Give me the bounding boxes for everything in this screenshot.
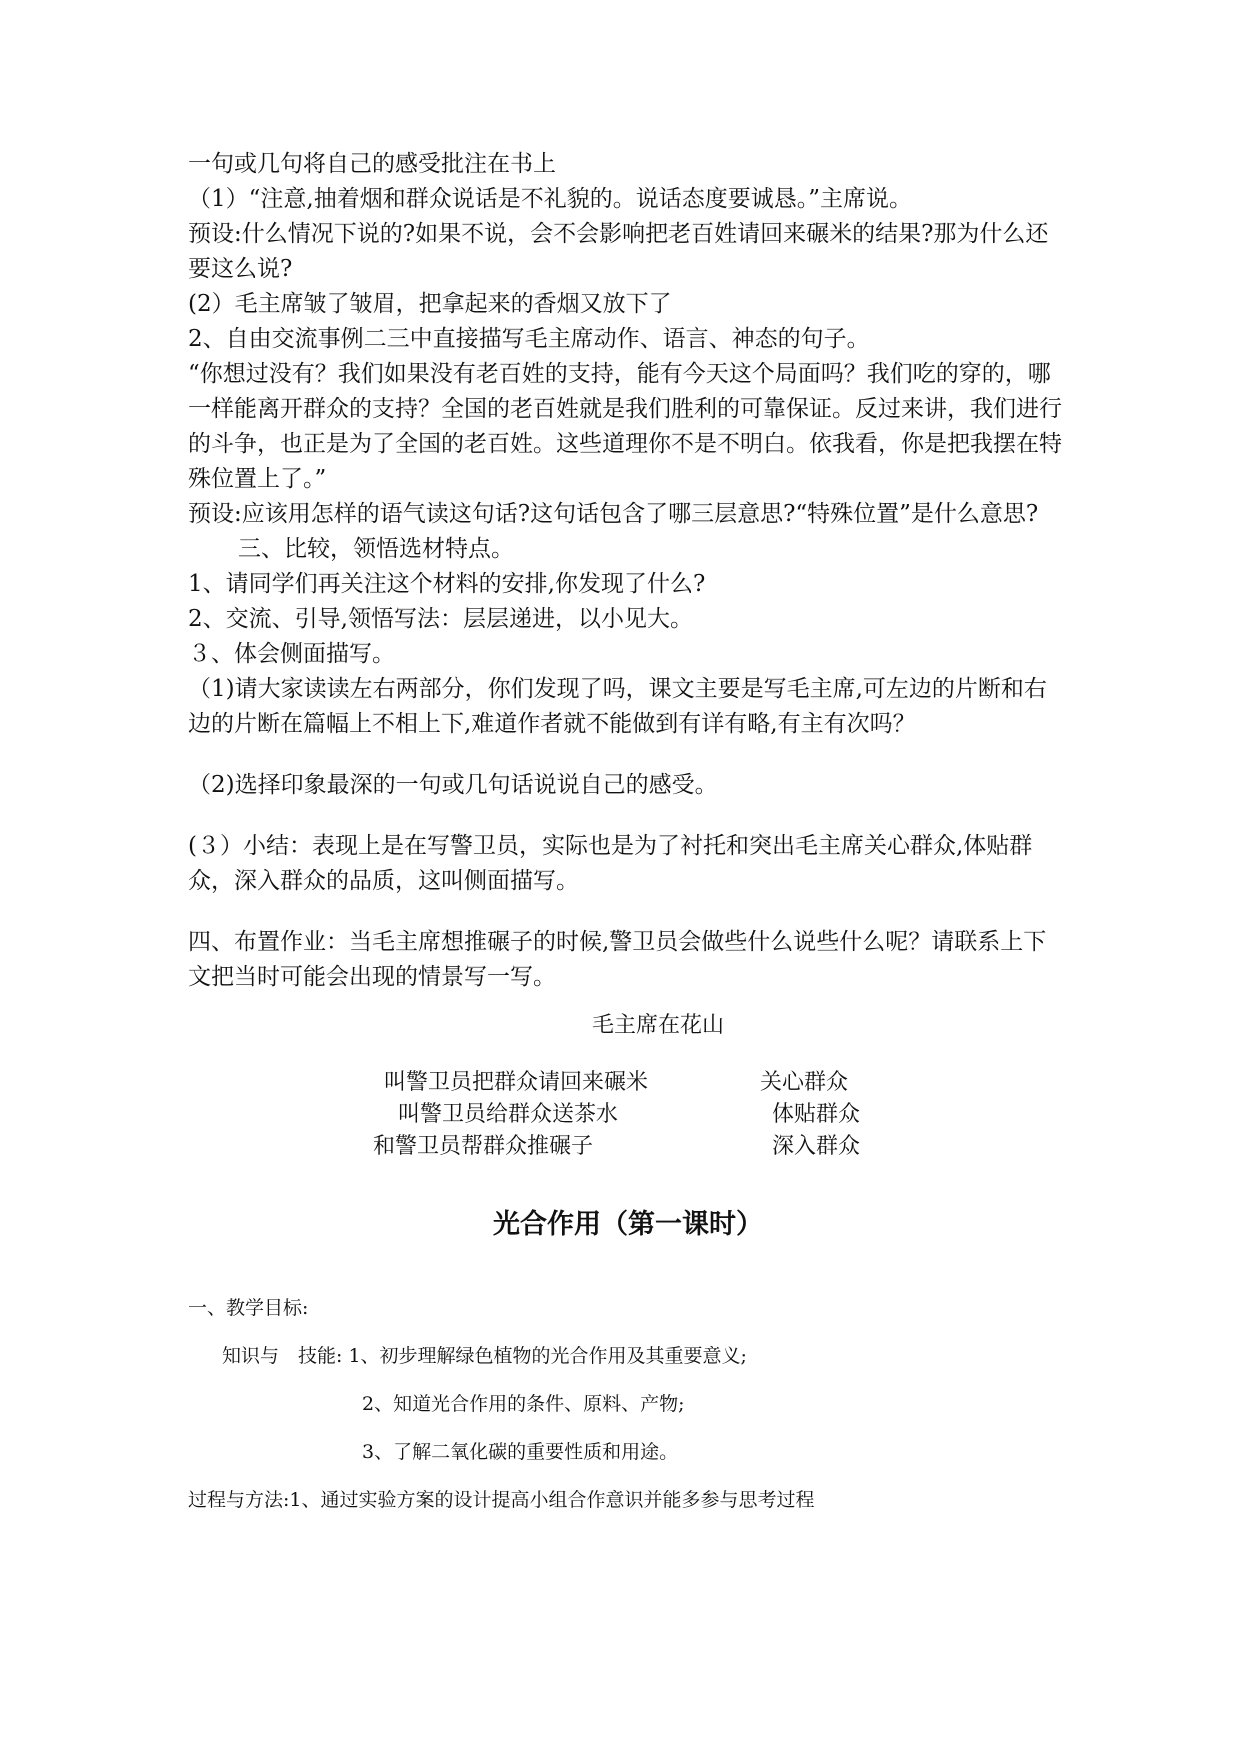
knowledge-item-3: 3、了解二氧化碳的重要性质和用途。 — [362, 1441, 679, 1463]
preset-2: 预设:应该用怎样的语气读这句话?这句话包含了哪三层意思?“特殊位置”是什么意思? — [188, 501, 1039, 527]
knowledge-line-1 — [188, 1341, 1068, 1371]
section-3-item-3: ３、体会侧面描写。 — [188, 641, 395, 667]
spacer — [188, 899, 1068, 925]
line-annotation: 一句或几句将自己的感受批注在书上 — [188, 151, 556, 177]
board-title: 毛主席在花山 — [591, 1013, 724, 1038]
lesson-title: 光合作用（第一课时） — [493, 1209, 763, 1240]
summary: (３）小结：表现上是在写警卫员，实际也是为了衬托和突出毛主席关心群众,体贴群众，深入群众的品质，这叫侧面描写。 — [188, 833, 1033, 894]
side-description-q1: （1)请大家读读左右两部分，你们发现了吗，课文主要是写毛主席,可左边的片断和右边的片断在篇幅上不相上下,难道作者就不能做到有详有略,有主有次吗？ — [188, 676, 1047, 737]
board-left: 叫警卫员给群众送茶水 — [398, 1102, 619, 1127]
spacer — [188, 1467, 1068, 1485]
section-3-item-2: 2、交流、引导,领悟写法：层层递进，以小见大。 — [188, 606, 693, 632]
knowledge-item-2: 2、知道光合作用的条件、原料、产物; — [362, 1393, 685, 1415]
quote-1: （1）“注意,抽着烟和群众说话是不礼貌的。说话态度要诚恳。”主席说。 — [188, 186, 912, 212]
spacer — [188, 1371, 1068, 1389]
section-3-item-1: 1、请同学们再关注这个材料的安排,你发现了什么? — [188, 571, 706, 597]
blackboard-outline — [188, 1067, 1068, 1163]
spacer — [188, 1323, 1068, 1341]
board-row — [188, 1099, 1068, 1131]
exchange-item: 2、自由交流事例二三中直接描写毛主席动作、语言、神态的句子。 — [188, 326, 870, 352]
spacer — [188, 1419, 1068, 1437]
process-method: 过程与方法:1、通过实验方案的设计提高小组合作意识并能多参与思考过程 — [188, 1489, 815, 1511]
objectives-heading: 一、教学目标: — [188, 1297, 309, 1319]
side-description-q2: （2)选择印象最深的一句或几句话说说自己的感受。 — [188, 772, 718, 798]
board-row — [188, 1067, 1068, 1099]
homework: 四、布置作业：当毛主席想推碾子的时候,警卫员会做些什么说些什么呢？请联系上下文把当时可能会出现的情景写一写。 — [188, 929, 1047, 990]
board-right: 深入群众 — [772, 1134, 861, 1159]
spacer — [188, 803, 1068, 829]
board-right: 关心群众 — [760, 1070, 849, 1095]
preset-1: 预设:什么情况下说的?如果不说，会不会影响把老百姓请回来碾米的结果?那为什么还要这么说? — [188, 221, 1049, 282]
board-right: 体贴群众 — [772, 1102, 861, 1127]
page-content — [188, 147, 1068, 1515]
section-3-heading: 三、比较，领悟选材特点。 — [238, 536, 514, 562]
chairman-quote: “你想过没有？我们如果没有老百姓的支持，能有今天这个局面吗？我们吃的穿的，哪一样能离开群众的支持？全国的老百姓就是我们胜利的可靠保证。反过来讲，我们进行的斗争，也正是为了全国的老百姓。这些道理你不是不明白。依我看，你是把我摆在特殊位置上了。” — [188, 361, 1062, 492]
knowledge-label: 知识与 技能: — [222, 1345, 343, 1367]
knowledge-item-1: 1、初步理解绿色植物的光合作用及其重要意义; — [348, 1345, 747, 1367]
board-left: 和警卫员帮群众推碾子 — [373, 1134, 594, 1159]
quote-2: (2）毛主席皱了皱眉，把拿起来的香烟又放下了 — [188, 291, 672, 317]
spacer — [188, 742, 1068, 768]
board-row — [188, 1131, 1068, 1163]
board-left: 叫警卫员把群众请回来碾米 — [384, 1070, 649, 1095]
spacer — [188, 1245, 1068, 1293]
